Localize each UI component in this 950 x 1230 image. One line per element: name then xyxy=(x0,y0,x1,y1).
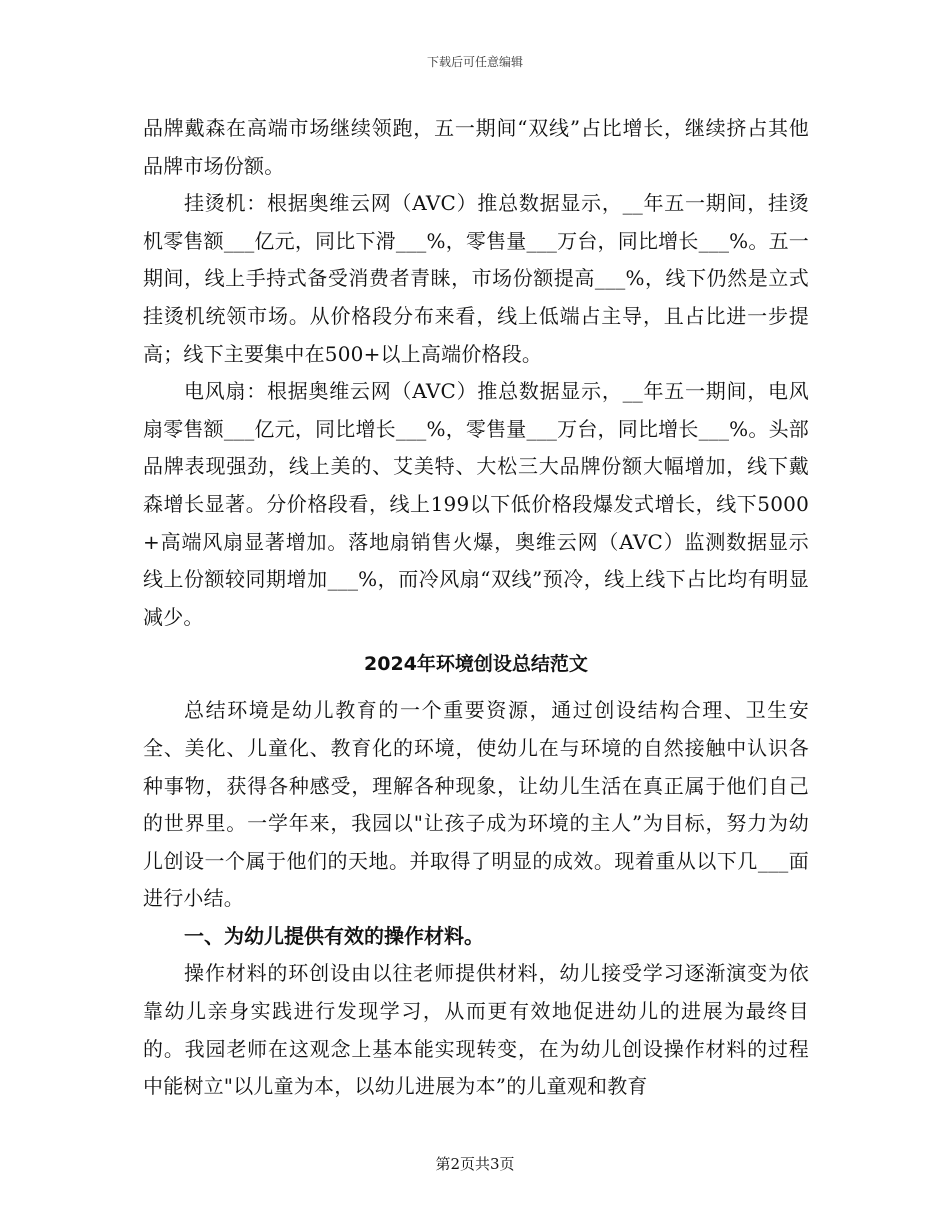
page-header-note: 下载后可任意编辑 xyxy=(426,55,523,69)
paragraph-dyson-continuation: 品牌戴森在高端市场继续领跑，五一期间“双线”占比增长，继续挤占其他品牌市场份额。 xyxy=(143,116,809,178)
page-number: 第2页共3页 xyxy=(435,1155,515,1173)
paragraph-electric-fan: 电风扇：根据奥维云网（AVC）推总数据显示，__年五一期间，电风扇零售额___亿元，同比增长___%，零售量___万台，同比增长___%。头部品牌表现强劲，线上美的、艾美特、大松三大品牌份额大幅增加，线下戴森增长显著。分价格段看，线上199以下低价格段爆发式增长，线下5000+高端风扇显著增加。落地扇销售火爆，奥维云网（AVC）监测数据显示线上份额较同期增加___%，而冷风扇“双线”预冷，线上线下占比均有明显减少。 xyxy=(143,379,809,629)
paragraph-garment-steamer: 挂烫机：根据奥维云网（AVC）推总数据显示，__年五一期间，挂烫机零售额___亿元，同比下滑___%，零售量___万台，同比增长___%。五一期间，线上手持式备受消费者青睐，市场份额提高___%，线下仍然是立式挂烫机统领市场。从价格段分布来看，线上低端占主导，且占比进一步提高；线下主要集中在500+以上高端价格段。 xyxy=(143,191,809,366)
document-body xyxy=(143,110,809,1106)
paragraph-environment-summary: 总结环境是幼儿教育的一个重要资源，通过创设结构合理、卫生安全、美化、儿童化、教育化的环境，使幼儿在与环境的自然接触中认识各种事物，获得各种感受，理解各种现象，让幼儿生活在真正属于他们自己的世界里。一学年来，我园以"让孩子成为环境的主人”为目标，努力为幼儿创设一个属于他们的天地。并取得了明显的成效。现着重从以下几___面进行小结。 xyxy=(143,698,809,911)
article-title: 2024年环境创设总结范文 xyxy=(364,653,588,676)
paragraph-operating-materials: 操作材料的环创设由以往老师提供材料，幼儿接受学习逐渐演变为依靠幼儿亲身实践进行发现学习，从而更有效地促进幼儿的进展为最终目的。我园老师在这观念上基本能实现转变，在为幼儿创设操作材料的过程中能树立"以儿童为本，以幼儿进展为本”的儿童观和教育 xyxy=(143,961,809,1099)
section-heading-1: 一、为幼儿提供有效的操作材料。 xyxy=(184,923,484,948)
